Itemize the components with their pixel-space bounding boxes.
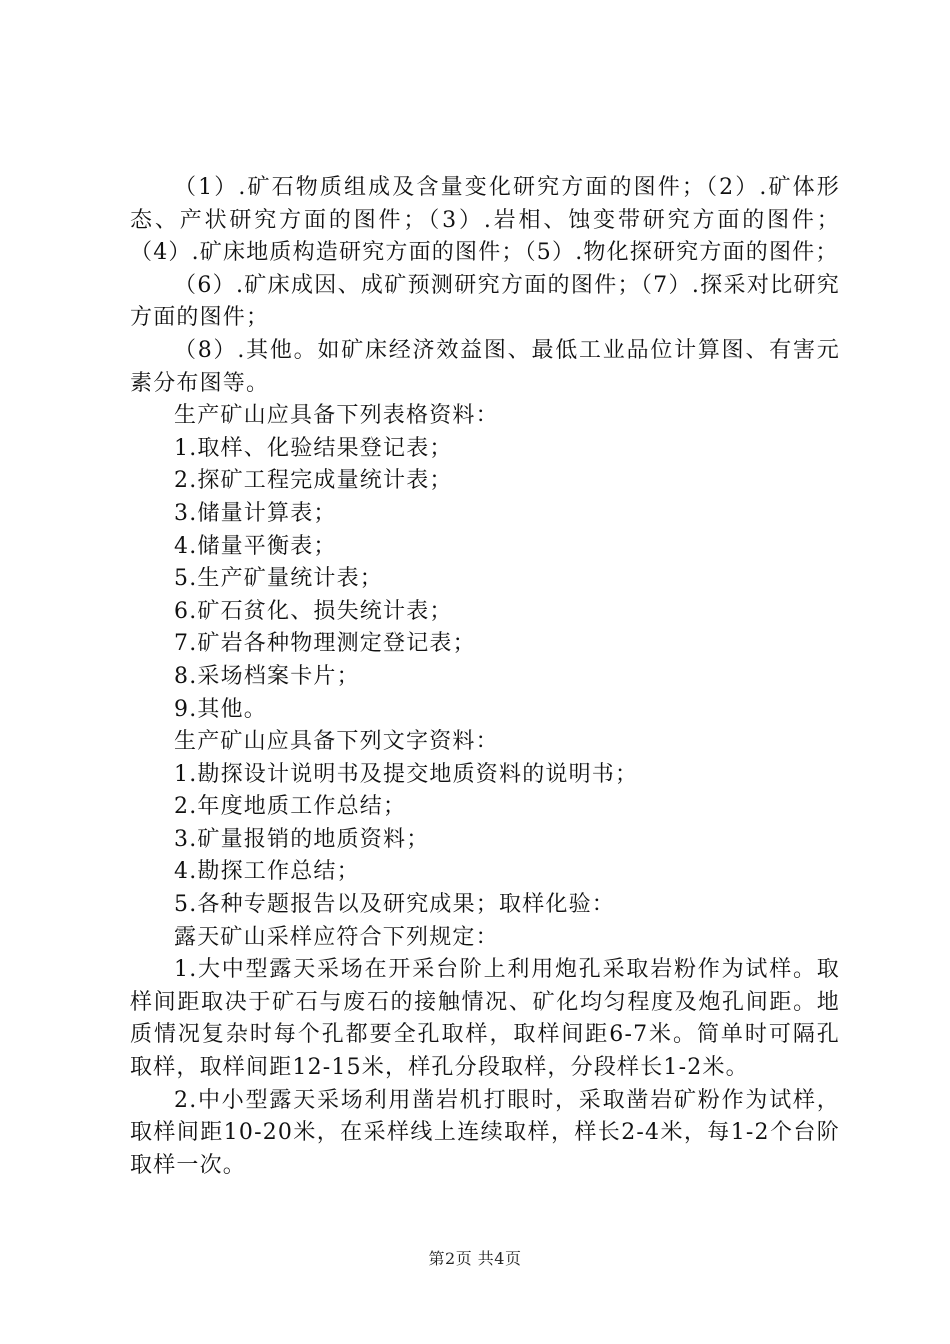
list-item: 4.储量平衡表； [174,533,337,559]
document-body [130,172,840,1182]
paragraph-figures-8: （8）.其他。如矿床经济效益图、最低工业品位计算图、有害元素分布图等。 [130,337,840,396]
page-number-footer: 第2页 共4页 [428,1249,522,1268]
open-pit-sampling-heading: 露天矿山采样应符合下列规定： [174,924,499,950]
list-item: 3.储量计算表； [174,500,337,526]
list-item: 5.各种专题报告以及研究成果；取样化验： [174,892,615,918]
list-item: 6.矿石贫化、损失统计表； [174,598,453,624]
list-item: 3.矿量报销的地质资料； [174,826,430,852]
text-materials-heading: 生产矿山应具备下列文字资料： [174,729,499,755]
sampling-rule-1: 1.大中型露天采场在开采台阶上利用炮孔采取岩粉作为试样。取样间距取决于矿石与废石的接触情况、矿化均匀程度及炮孔间距。地质情况复杂时每个孔都要全孔取样，取样间距6-7米。简单时可隔孔取样，取样间距12-15米，样孔分段取样，分段样长1-2米。 [130,957,840,1081]
table-materials-heading: 生产矿山应具备下列表格资料： [174,403,499,429]
list-item: 2.年度地质工作总结； [174,794,407,820]
list-item: 8.采场档案卡片； [174,663,360,689]
list-item: 1.勘探设计说明书及提交地质资料的说明书； [174,761,639,787]
list-item: 9.其他。 [174,696,267,722]
paragraph-figures-6-7: （6）.矿床成因、成矿预测研究方面的图件；（7）.探采对比研究方面的图件； [130,272,840,331]
sampling-rule-2: 2.中小型露天采场利用凿岩机打眼时，采取凿岩矿粉作为试样，取样间距10-20米，在采样线上连续取样，样长2-4米，每1-2个台阶取样一次。 [130,1087,840,1178]
list-item: 1.取样、化验结果登记表； [174,435,453,461]
list-item: 4.勘探工作总结； [174,859,360,885]
list-item: 2.探矿工程完成量统计表； [174,468,453,494]
paragraph-figures-1-5: （1）.矿石物质组成及含量变化研究方面的图件；（2）.矿体形态、产状研究方面的图件；（3）.岩相、蚀变带研究方面的图件；（4）.矿床地质构造研究方面的图件；（5）.物化探研究方面的图件； [130,175,840,266]
list-item: 5.生产矿量统计表； [174,566,383,592]
list-item: 7.矿岩各种物理测定登记表； [174,631,476,657]
